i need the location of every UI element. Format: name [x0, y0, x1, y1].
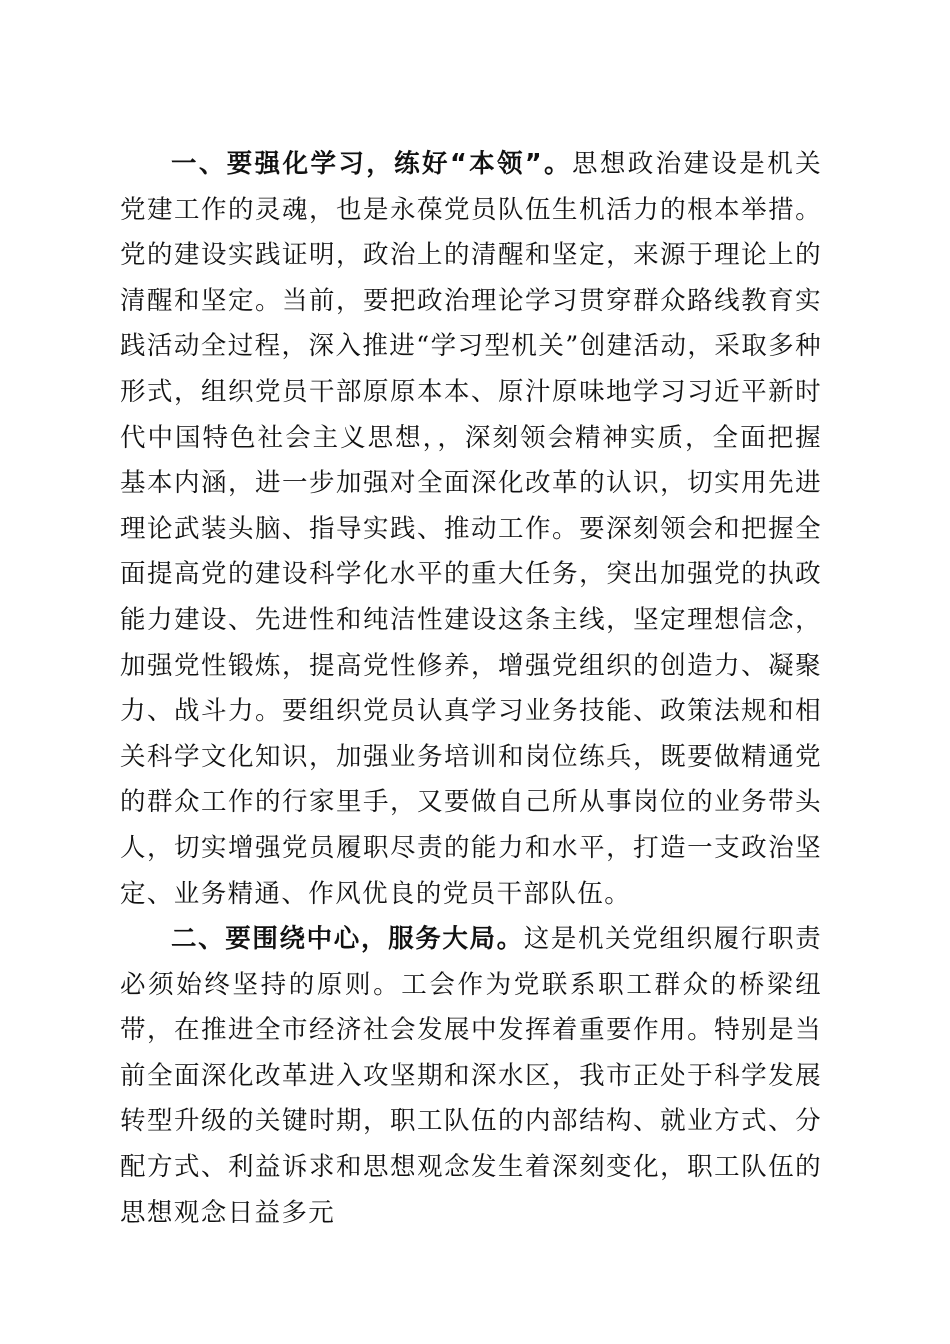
paragraph-2-text: 这是机关党组织履行职责必须始终坚持的原则。工会作为党联系职工群众的桥梁纽带，在推进全市经济社会发展中发挥着重要作用。特别是当前全面深化改革进入攻坚期和深水区，我市正处于科学发展转型升级的关键时期，职工队伍的内部结构、就业方式、分配方式、利益诉求和思想观念发生着深刻变化，职工队伍的思想观念日益多元	[120, 924, 822, 1228]
document-body	[120, 142, 822, 1236]
paragraph-1-text: 思想政治建设是机关党建工作的灵魂，也是永葆党员队伍生机活力的根本举措。党的建设实践证明，政治上的清醒和坚定，来源于理论上的清醒和坚定。当前，要把政治理论学习贯穿群众路线教育实践活动全过程，深入推进“学习型机关”创建活动，采取多种形式，组织党员干部原原本本、原汁原味地学习习近平新时代中国特色社会主义思想，，深刻领会精神实质，全面把握基本内涵，进一步加强对全面深化改革的认识，切实用先进理论武装头脑、指导实践、推动工作。要深刻领会和把握全面提高党的建设科学化水平的重大任务，突出加强党的执政能力建设、先进性和纯洁性建设这条主线，坚定理想信念，加强党性锻炼，提高党性修养，增强党组织的创造力、凝聚力、战斗力。要组织党员认真学习业务技能、政策法规和相关科学文化知识，加强业务培训和岗位练兵，既要做精通党的群众工作的行家里手，又要做自己所从事岗位的业务带头人，切实增强党员履职尽责的能力和水平，打造一支政治坚定、业务精通、作风优良的党员干部队伍。	[120, 149, 822, 909]
paragraph-2-heading: 二、要围绕中心，服务大局。	[171, 924, 524, 955]
paragraph-2	[120, 917, 822, 1236]
paragraph-1-heading: 一、要强化学习，练好“本领”。	[171, 149, 572, 179]
paragraph-1	[120, 142, 822, 917]
